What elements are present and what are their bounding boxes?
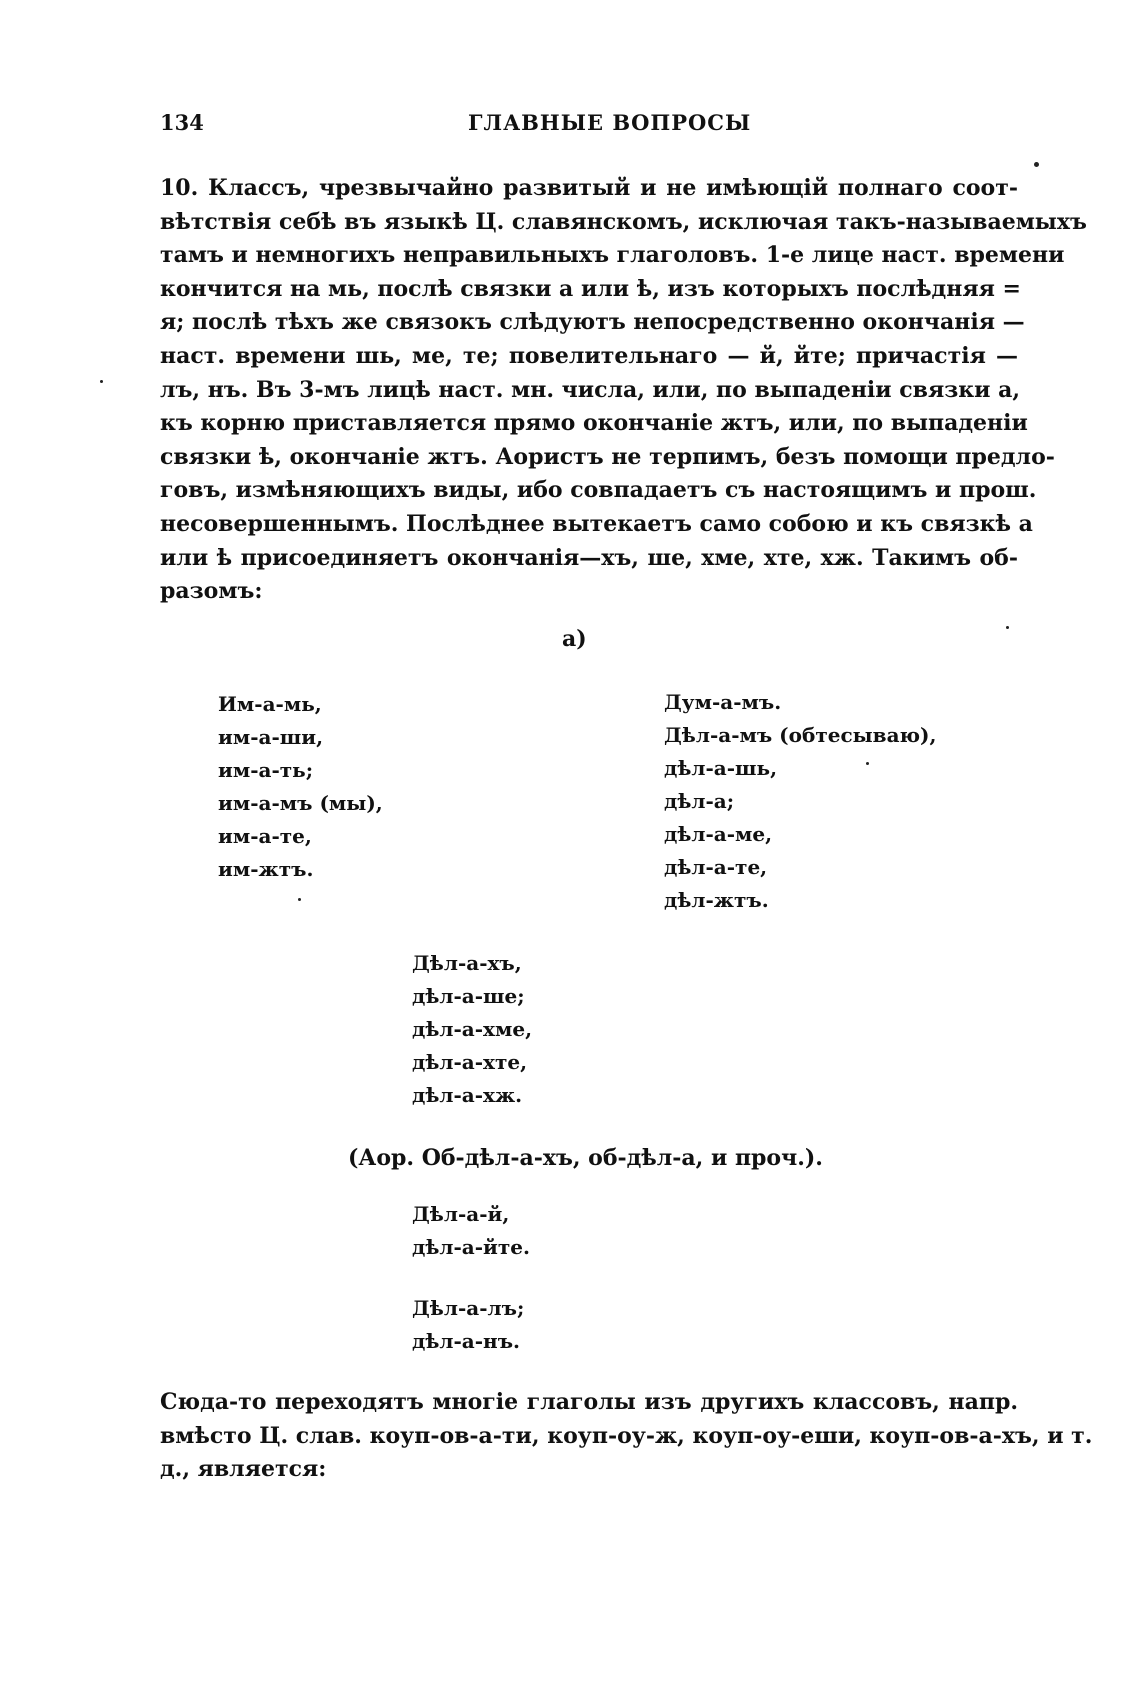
- conjugation-form: Дѣл-а-хъ,: [412, 951, 522, 975]
- conjugation-form: Им-а-мь,: [218, 692, 322, 716]
- aorist-note: (Аор. Об-дѣл-а-хъ, об-дѣл-а, и проч.).: [348, 1145, 823, 1171]
- conjugation-form: Дум-а-мъ.: [664, 690, 782, 714]
- text-line: д., является:: [160, 1456, 327, 1483]
- ink-speck: [1034, 162, 1039, 167]
- ink-speck: [298, 898, 301, 901]
- conjugation-form: дѣл-а-йте.: [412, 1235, 530, 1259]
- text-line: наст. времени шь, ме, те; повелительнаго — й, йте; причастія —: [160, 342, 1018, 369]
- conjugation-form: им-а-те,: [218, 824, 312, 848]
- conjugation-form: дѣл-а-хме,: [412, 1017, 533, 1041]
- aorist-forms: [412, 947, 532, 1112]
- conjugation-form: Дѣл-а-лъ;: [412, 1296, 525, 1320]
- text-line: вѣтствія себѣ въ языкѣ Ц. славянскомъ, исключая такъ-называемыхъ: [160, 208, 1087, 235]
- text-line: къ корню приставляется прямо окончаніе жтъ, или, по выпаденіи: [160, 410, 1028, 437]
- conjugation-form: дѣл-а-ше;: [412, 984, 525, 1008]
- ink-speck: [866, 762, 869, 765]
- participle-forms: [412, 1292, 524, 1358]
- section-label: а): [562, 626, 587, 652]
- ink-speck: [100, 380, 103, 383]
- text-line: лъ, нъ. Въ 3-мъ лицѣ наст. мн. числа, или, по выпаденіи связки а,: [160, 376, 1021, 403]
- conjugation-form: Дѣл-а-мъ (обтесываю),: [664, 723, 937, 747]
- text-line: Сюда-то переходятъ многіе глаголы изъ другихъ классовъ, напр.: [160, 1389, 1018, 1415]
- text-line: связки ѣ, окончаніе жтъ. Аористъ не терпимъ, безъ помощи предло-: [160, 443, 1055, 470]
- imperative-forms: [412, 1198, 530, 1264]
- text-line: или ѣ присоединяетъ окончанія—хъ, ше, хме, хте, хж. Такимъ об-: [160, 544, 1018, 571]
- conjugation-form: дѣл-а-те,: [664, 855, 768, 879]
- text-line: несовершеннымъ. Послѣднее вытекаетъ само собою и къ связкѣ а: [160, 510, 1033, 537]
- text-line: я; послѣ тѣхъ же связокъ слѣдуютъ непосредственно окончанія —: [160, 309, 1025, 336]
- paragraph-class-10: [160, 172, 1087, 609]
- conjugation-form: им-а-ши,: [218, 725, 324, 749]
- text-line: кончится на мь, послѣ связки а или ѣ, изъ которыхъ послѣдняя =: [160, 275, 1021, 302]
- page-number: 134: [160, 110, 204, 135]
- conjugation-form: дѣл-а-ме,: [664, 822, 773, 846]
- conjugation-form: им-а-ть;: [218, 758, 314, 782]
- conjugation-form: им-а-мъ (мы),: [218, 791, 383, 815]
- text-line: разомъ:: [160, 578, 263, 605]
- conjugation-form: Дѣл-а-й,: [412, 1202, 510, 1226]
- conjugation-form: дѣл-жтъ.: [664, 888, 769, 912]
- conjugation-column-right: [664, 686, 936, 917]
- conjugation-form: дѣл-а;: [664, 789, 735, 813]
- text-line: вмѣсто Ц. слав. коуп-ов-а-ти, коуп-оу-ж, коуп-оу-еши, коуп-ов-а-хъ, и т.: [160, 1422, 1093, 1449]
- conjugation-form: им-жтъ.: [218, 857, 314, 881]
- paragraph-transition: [160, 1386, 1093, 1487]
- conjugation-column-left: [218, 688, 383, 886]
- text-line: тамъ и немногихъ неправильныхъ глаголовъ. 1-е лице наст. времени: [160, 242, 1065, 269]
- text-line: 10. Классъ, чрезвычайно развитый и не имѣющій полнаго соот-: [160, 175, 1018, 201]
- conjugation-form: дѣл-а-хж.: [412, 1083, 523, 1107]
- conjugation-form: дѣл-а-шь,: [664, 756, 778, 780]
- running-title: ГЛАВНЫЕ ВОПРОСЫ: [468, 110, 752, 135]
- conjugation-form: дѣл-а-хте,: [412, 1050, 528, 1074]
- text-line: говъ, измѣняющихъ виды, ибо совпадаетъ съ настоящимъ и прош.: [160, 477, 1037, 504]
- ink-speck: [1006, 626, 1009, 629]
- conjugation-form: дѣл-а-нъ.: [412, 1329, 520, 1353]
